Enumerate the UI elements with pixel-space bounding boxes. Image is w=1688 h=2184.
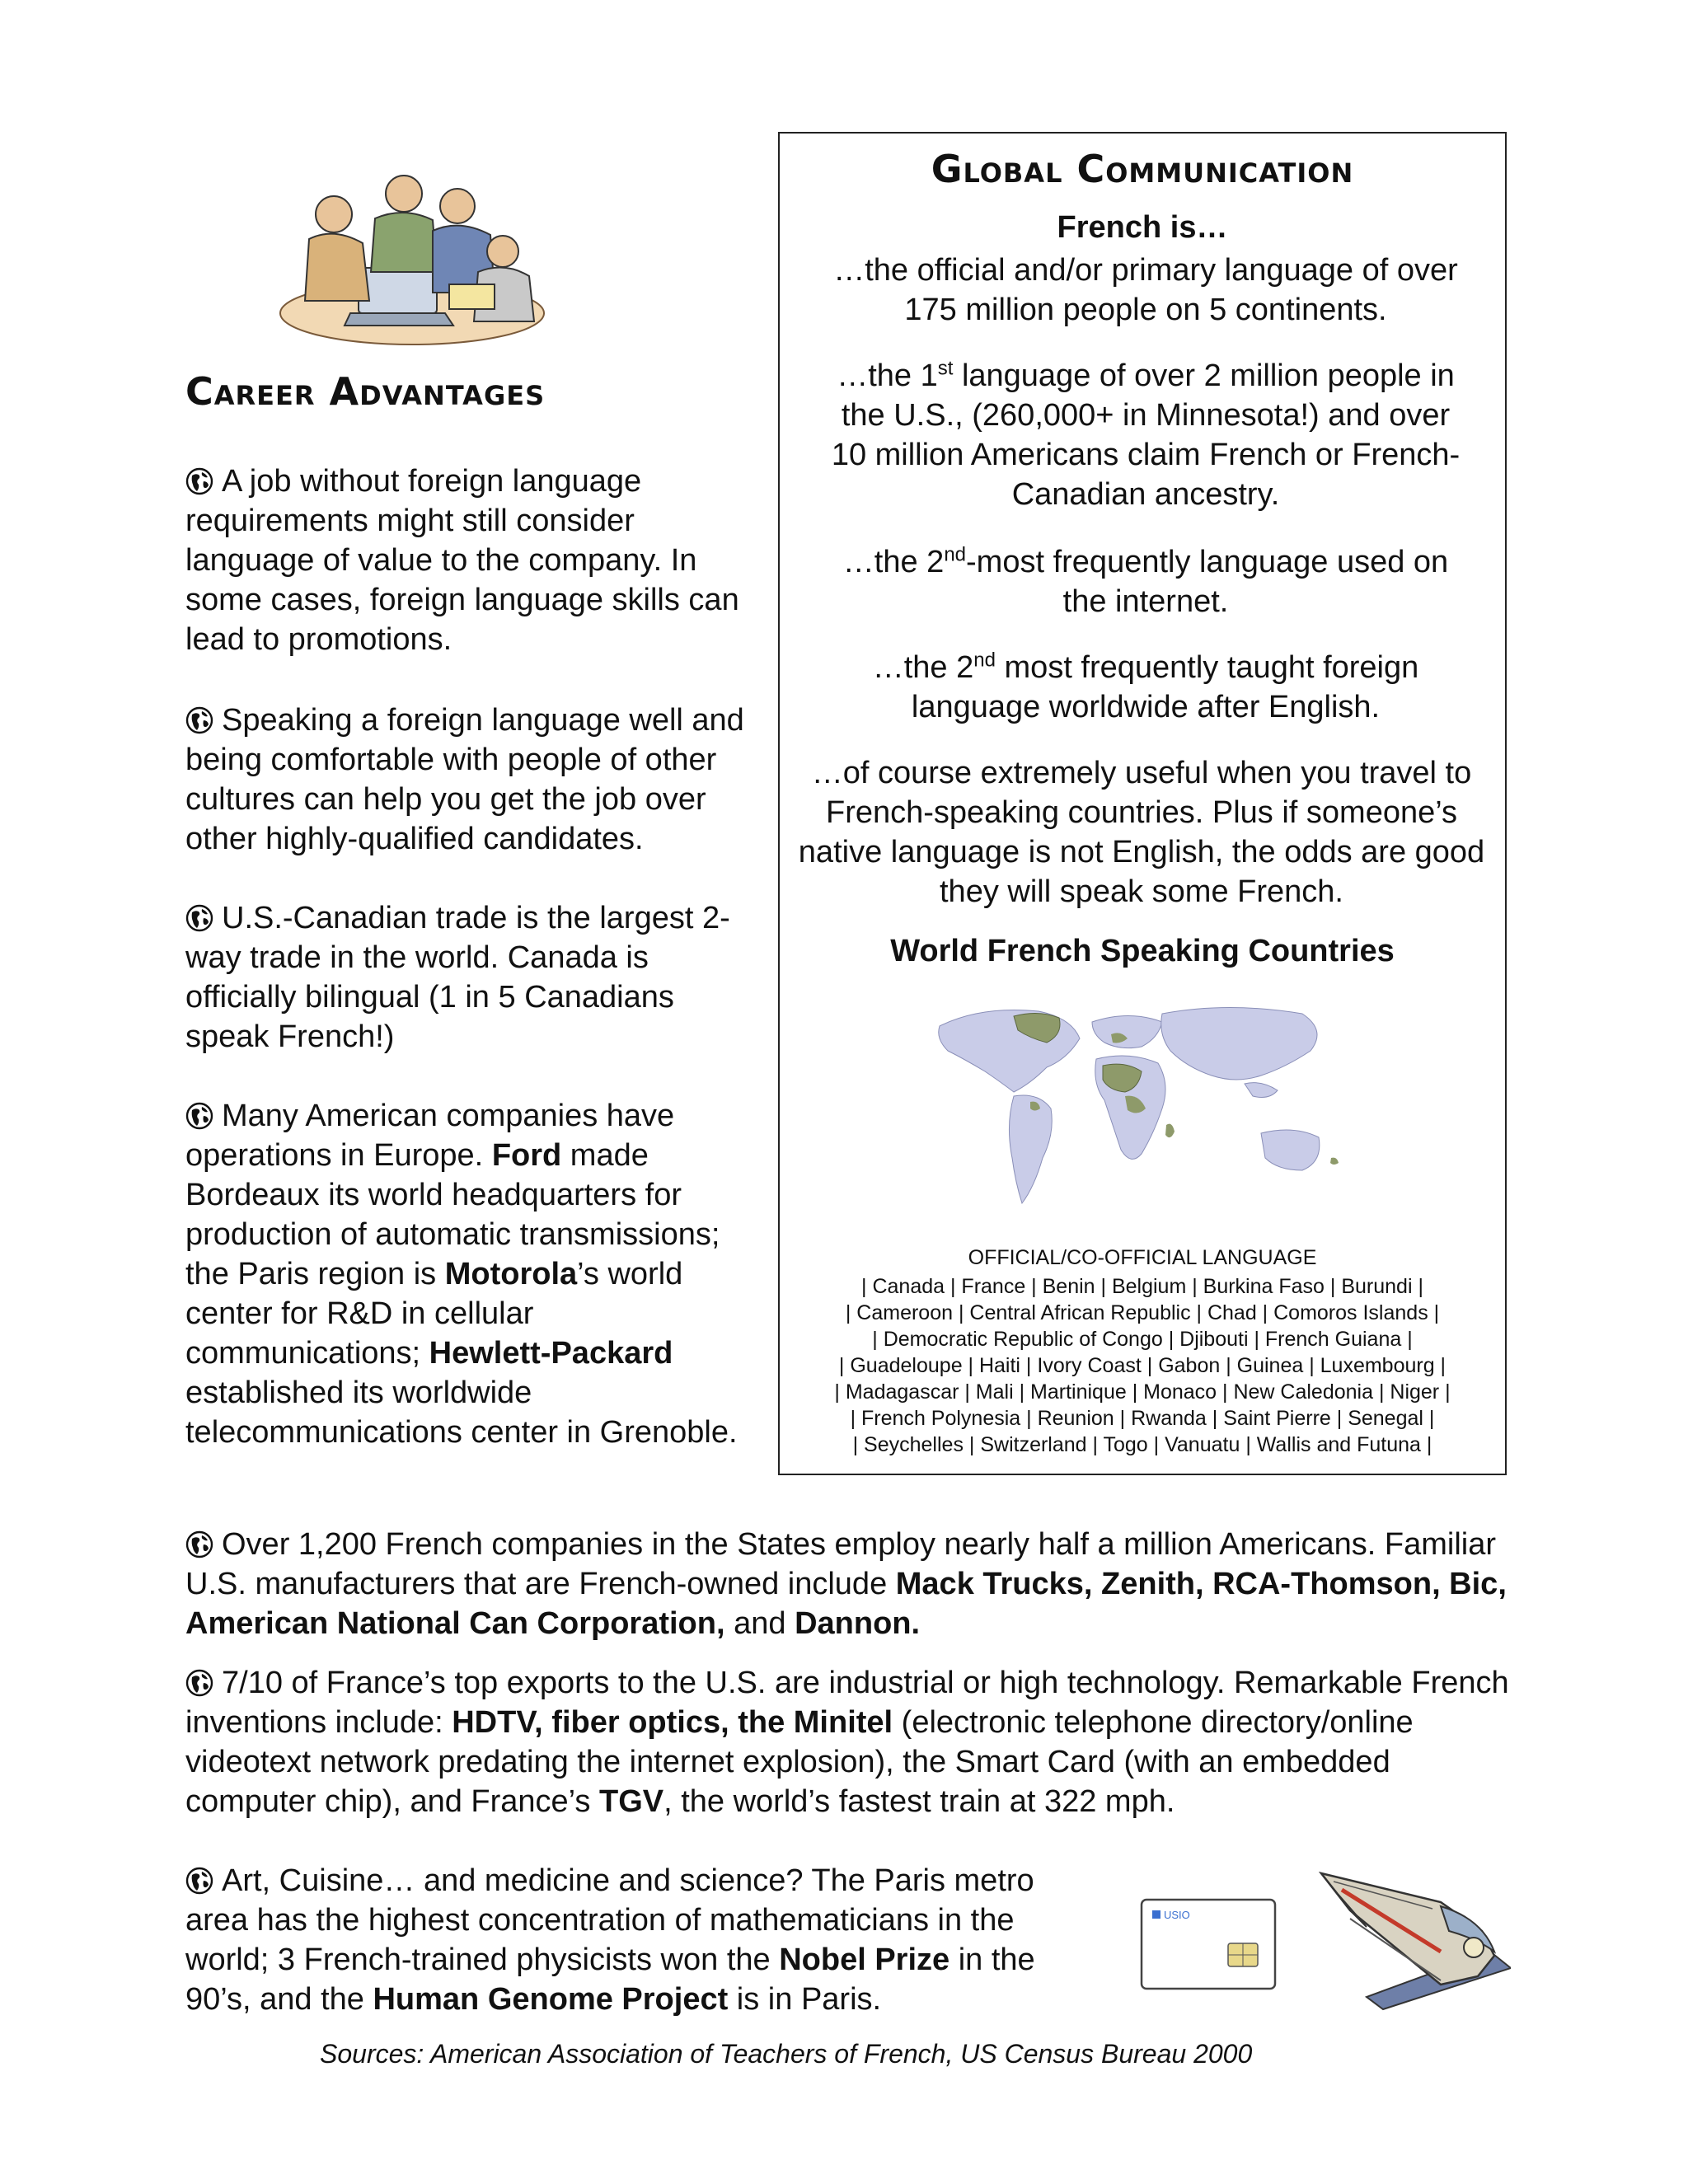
motorola-bold: Motorola — [444, 1257, 578, 1291]
countries-row: | Canada | France | Benin | Belgium | Burkina Faso | Burundi | — [861, 1275, 1423, 1298]
nobel-prize-bold: Nobel Prize — [779, 1943, 950, 1977]
global-statement-4: …the 2nd most frequently taught foreign language worldwide after English. — [872, 649, 1419, 724]
countries-row: | Guadeloupe | Haiti | Ivory Coast | Gabon | Guinea | Luxembourg | — [838, 1354, 1447, 1377]
globe-bullet-icon — [185, 904, 213, 932]
tgv-bold: TGV — [598, 1784, 664, 1819]
countries-row: | Democratic Republic of Congo | Djibouti | French Guiana | — [872, 1328, 1413, 1351]
global-statement-3: …the 2nd-most frequently language used on the internet. — [842, 543, 1449, 619]
countries-row: | Cameroon | Central African Republic | Chad | Comoros Islands | — [845, 1301, 1440, 1324]
globe-bullet-icon — [185, 1102, 213, 1130]
career-bullet-2 — [185, 701, 754, 859]
french-owned-brands: Mack Trucks, Zenith, RCA-Thomson, Bic, American National Can Corporation, — [185, 1567, 1507, 1641]
career-advantages-heading: Career Advantages — [185, 369, 546, 414]
bottom-bullet-2: 7/10 of France’s top exports to the U.S. are industrial or high technology. Remarkable French inventions include: HDTV, fiber optics, the Minitel (electronic telephone directory/online videotext network predating the internet explosion), the Smart Card (with an embedded computer chip), and France’s TGV, the world’s fastest train at 322 mph. — [185, 1666, 1509, 1819]
bottom-bullet-3: Art, Cuisine… and medicine and science? The Paris metro area has the highest concentration of mathematicians in the world; 3 French-trained physicists won the Nobel Prize in the 90’s, and the Human Genome Project is in Paris. — [185, 1863, 1035, 2017]
countries-row: | Seychelles | Switzerland | Togo | Vanuatu | Wallis and Futuna | — [852, 1433, 1432, 1456]
world-map — [915, 993, 1360, 1216]
career-bullet-1-text: A job without foreign language requirements might still consider language of value to the company. In some cases, foreign language skills can lead to promotions. — [185, 464, 739, 657]
french-inventions-bold: HDTV, fiber optics, the Minitel — [452, 1705, 893, 1740]
globe-bullet-icon — [185, 467, 213, 495]
sources-citation: Sources: American Association of Teachers of French, US Census Bureau 2000 — [320, 2039, 1253, 2069]
global-communication-heading: Global Communication — [931, 147, 1354, 191]
hewlett-packard-bold: Hewlett-Packard — [429, 1336, 673, 1371]
career-bullet-3 — [185, 898, 746, 1057]
french-is-intro: French is… — [1057, 210, 1228, 245]
countries-row: | Madagascar | Mali | Martinique | Monaco | New Caledonia | Niger | — [834, 1380, 1451, 1404]
countries-row: | French Polynesia | Reunion | Rwanda | Saint Pierre | Senegal | — [850, 1407, 1435, 1430]
global-statement-1: …the official and/or primary language of over 175 million people on 5 continents. — [833, 253, 1458, 327]
global-statement-2: …the 1st language of over 2 million people in the U.S., (260,000+ in Minnesota!) and over 10 million Americans claim French or French-Canadian ancestry. — [831, 357, 1461, 512]
global-statement-5: …of course extremely useful when you travel to French-speaking countries. Plus if someone’s native language is not English, the odds are good they will speak some French. — [798, 756, 1485, 909]
legend-title: OFFICIAL/CO-OFFICIAL LANGUAGE — [968, 1246, 1317, 1269]
tgv-train-illustration — [1317, 1861, 1511, 2018]
countries-list — [778, 1273, 1507, 1458]
globe-bullet-icon — [185, 1530, 213, 1558]
business-meeting-illustration — [272, 161, 552, 346]
globe-bullet-icon — [185, 706, 213, 734]
career-bullet-2-text: Speaking a foreign language well and being comfortable with people of other cultures can help you get the job over other highly-qualified candidates. — [185, 703, 744, 856]
career-bullet-4: Many American companies have operations in Europe. Ford made Bordeaux its world headquarters for production of automatic transmissions; the Paris region is Motorola’s world center for R&D in cellular communications; Hewlett-Packard established its worldwide telecommunications center in Grenoble. — [185, 1099, 738, 1450]
ford-bold: Ford — [491, 1138, 562, 1173]
smart-card-illustration — [1139, 1897, 1279, 1992]
career-bullet-1 — [185, 462, 746, 659]
dannon-bold: Dannon. — [795, 1606, 921, 1641]
career-bullet-3-text: U.S.-Canadian trade is the largest 2-way trade in the world. Canada is officially bilingual (1 in 5 Canadians speak French!) — [185, 901, 730, 1054]
map-title: World French Speaking Countries — [890, 934, 1395, 968]
human-genome-bold: Human Genome Project — [373, 1982, 729, 2017]
card-label: USIO — [1164, 1909, 1190, 1921]
bottom-bullet-1: Over 1,200 French companies in the States employ nearly half a million Americans. Familiar U.S. manufacturers that are French-owned include Mack Trucks, Zenith, RCA-Thomson, Bic, American National Can Corporation, and Dannon. — [185, 1527, 1507, 1641]
globe-bullet-icon — [185, 1867, 213, 1895]
globe-bullet-icon — [185, 1669, 213, 1697]
